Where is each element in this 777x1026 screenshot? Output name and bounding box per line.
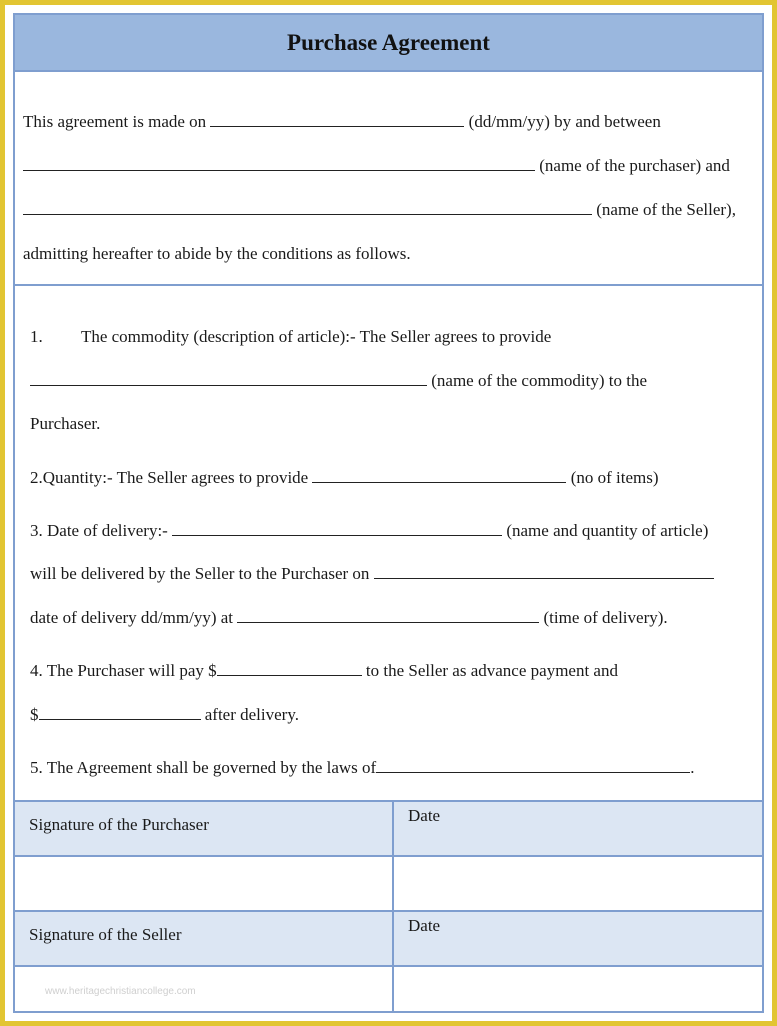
term-text: (no of items): [570, 468, 659, 487]
term-text: 5. The Agreement shall be governed by the laws of: [30, 758, 377, 777]
seller-name-field[interactable]: [23, 200, 592, 215]
term-text: will be delivered by the Seller to the Purchaser on: [30, 564, 370, 583]
term-5-line: [30, 758, 694, 778]
purchaser-signature-field[interactable]: [15, 857, 392, 910]
term-text: 3. Date of delivery:-: [30, 521, 168, 540]
signature-table: [15, 800, 762, 1011]
purchaser-date-field[interactable]: [394, 857, 762, 910]
term-number: 1.: [30, 327, 43, 346]
term-1-line-3: Purchaser.: [30, 414, 101, 433]
terms-section: [15, 286, 762, 801]
balance-payment-field[interactable]: [39, 705, 201, 720]
term-4-line-2: [30, 705, 299, 725]
intro-text: (dd/mm/yy) by and between: [468, 112, 661, 131]
advance-payment-field[interactable]: [217, 661, 362, 676]
term-text: (name of the commodity) to the: [431, 371, 647, 390]
term-text: $: [30, 705, 39, 724]
seller-signature-label: Signature of the Seller: [29, 925, 182, 944]
term-3-line-1: [30, 521, 708, 541]
purchaser-signature-header: [15, 802, 762, 857]
intro-line-1: [23, 112, 661, 132]
governing-law-field[interactable]: [376, 758, 690, 773]
purchaser-signature-label: Signature of the Purchaser: [29, 815, 209, 834]
intro-text: (name of the purchaser) and: [539, 156, 730, 175]
term-1-line-1: [30, 327, 551, 347]
page-title: Purchase Agreement: [15, 15, 762, 72]
article-quantity-field[interactable]: [172, 521, 502, 536]
term-3-line-2: [30, 564, 714, 584]
agreement-form: [13, 13, 764, 1013]
seller-signature-row: [15, 967, 762, 1011]
intro-text: (name of the Seller),: [596, 200, 736, 219]
watermark: www.heritagechristiancollege.com: [45, 986, 196, 997]
intro-section: [15, 72, 762, 286]
intro-line-4: admitting hereafter to abide by the conditions as follows.: [23, 244, 411, 263]
term-text: .: [690, 758, 695, 777]
delivery-time-field[interactable]: [237, 608, 539, 623]
term-3-line-3: [30, 608, 668, 628]
purchaser-name-field[interactable]: [23, 156, 535, 171]
purchaser-signature-row: [15, 857, 762, 912]
term-1-line-2: [30, 371, 647, 391]
intro-text: This agreement is made on: [23, 112, 207, 131]
term-text: date of delivery dd/mm/yy) at: [30, 608, 233, 627]
seller-signature-header: [15, 912, 762, 967]
delivery-date-field[interactable]: [374, 564, 714, 579]
term-text: (name and quantity of article): [506, 521, 709, 540]
seller-date-label: Date: [408, 916, 441, 935]
quantity-field[interactable]: [312, 468, 566, 483]
intro-line-2: [23, 156, 730, 176]
term-4-line-1: [30, 661, 618, 681]
term-text: The commodity (description of article):- The Seller agrees to provide: [80, 327, 552, 346]
purchaser-date-label: Date: [408, 806, 441, 825]
commodity-name-field[interactable]: [30, 371, 427, 386]
seller-date-field[interactable]: [394, 967, 762, 1011]
term-text: 2.Quantity:- The Seller agrees to provide: [30, 468, 309, 487]
term-text: after delivery.: [204, 705, 299, 724]
term-text: 4. The Purchaser will pay $: [30, 661, 217, 680]
term-text: (time of delivery).: [543, 608, 668, 627]
agreement-date-field[interactable]: [210, 112, 464, 127]
term-text: to the Seller as advance payment and: [365, 661, 618, 680]
term-2-line: [30, 468, 659, 488]
intro-line-3: [23, 200, 736, 220]
